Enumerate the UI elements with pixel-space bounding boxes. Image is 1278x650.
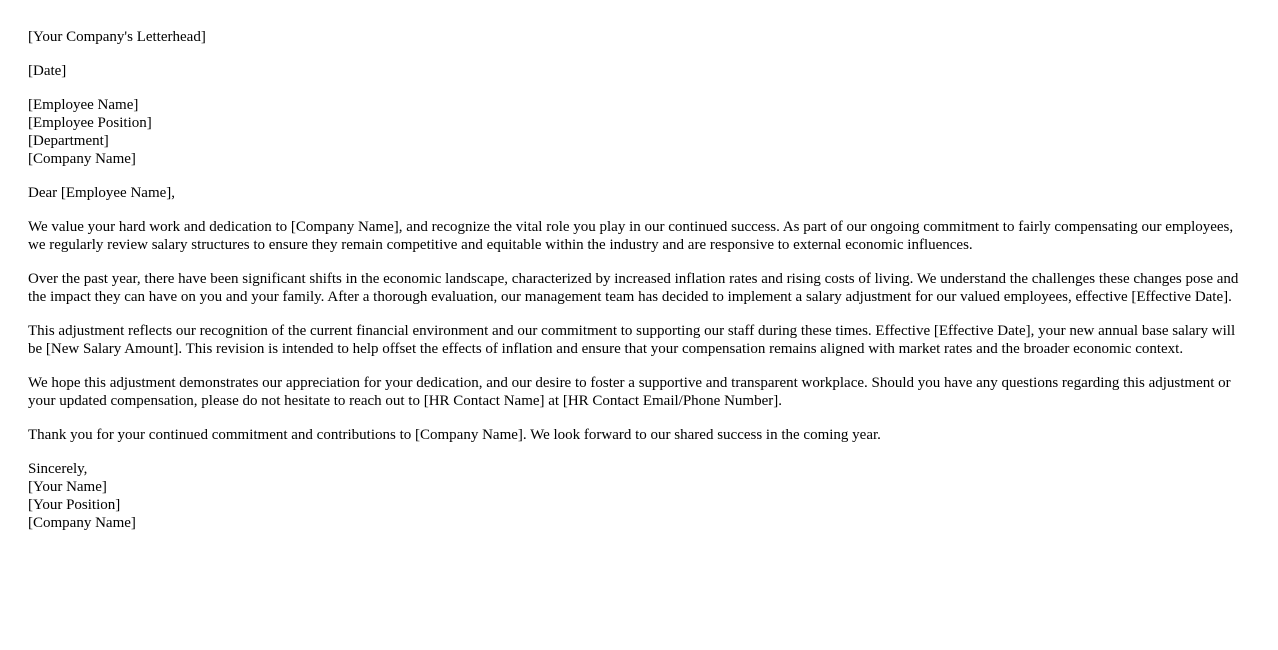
- valediction: Sincerely,: [28, 461, 88, 477]
- recipient-department: [Department]: [28, 133, 109, 149]
- recipient-name: [Employee Name]: [28, 97, 139, 113]
- closing-block: [28, 460, 1250, 532]
- letterhead: [Your Company's Letterhead]: [28, 29, 206, 45]
- letter-date: [Date]: [28, 63, 67, 79]
- body-paragraph-1: We value your hard work and dedication to [Company Name], and recognize the vital role you play in our continued success. As part of our ongoing commitment to fairly compensating our employees, we regularly review salary structures to ensure they remain competitive and equitable within the industry and are responsive to external economic influences.: [28, 219, 1234, 253]
- recipient-company: [Company Name]: [28, 151, 136, 167]
- signer-name: [Your Name]: [28, 479, 107, 495]
- body-paragraph-2: Over the past year, there have been significant shifts in the economic landscape, characterized by increased inflation rates and rising costs of living. We understand the challenges these changes pose and the impact they can have on you and your family. After a thorough evaluation, our management team has decided to implement a salary adjustment for our valued employees, effective [Effective Date].: [28, 271, 1239, 305]
- signer-company: [Company Name]: [28, 515, 136, 531]
- body-paragraph-5: Thank you for your continued commitment and contributions to [Company Name]. We look forward to our shared success in the coming year.: [28, 427, 881, 443]
- recipient-block: [28, 96, 1250, 168]
- recipient-position: [Employee Position]: [28, 115, 152, 131]
- letter-document: [28, 28, 1250, 548]
- body-paragraph-3: This adjustment reflects our recognition of the current financial environment and our commitment to supporting our staff during these times. Effective [Effective Date], your new annual base salary will be [New Salary Amount]. This revision is intended to help offset the effects of inflation and ensure that your compensation remains aligned with market rates and the broader economic context.: [28, 323, 1236, 357]
- signer-position: [Your Position]: [28, 497, 121, 513]
- salutation: Dear [Employee Name],: [28, 185, 176, 201]
- body-paragraph-4: We hope this adjustment demonstrates our appreciation for your dedication, and our desire to foster a supportive and transparent workplace. Should you have any questions regarding this adjustment or your updated compensation, please do not hesitate to reach out to [HR Contact Name] at [HR Contact Email/Phone Number].: [28, 375, 1231, 409]
